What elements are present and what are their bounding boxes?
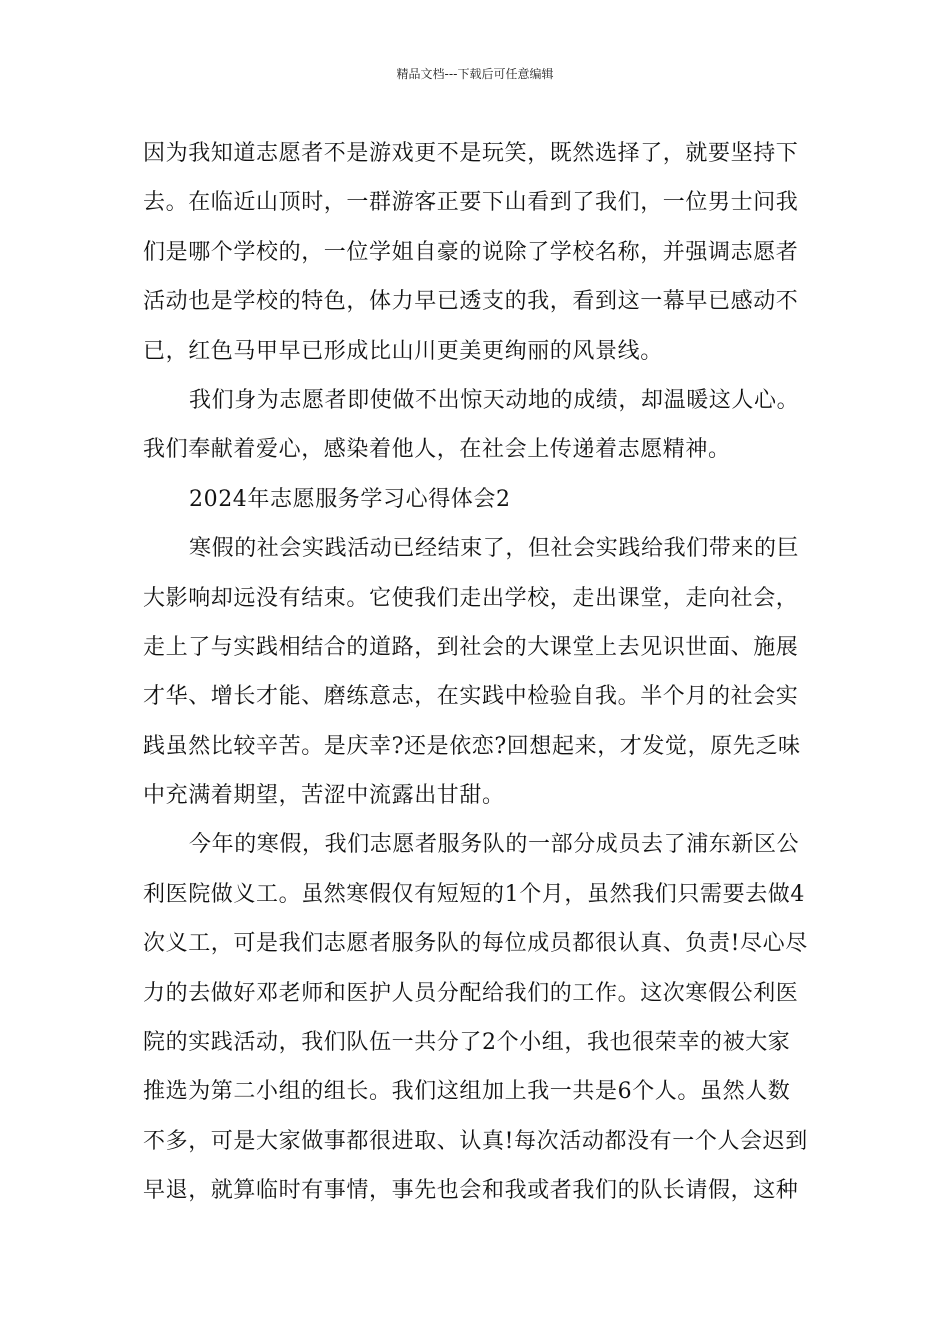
paragraph xyxy=(143,129,807,376)
text-line: 已，红色马甲早已形成比山川更美更绚丽的风景线。 xyxy=(143,338,663,364)
text-line: 次义工，可是我们志愿者服务队的每位成员都很认真、负责!尽心尽 xyxy=(143,931,808,957)
paragraph xyxy=(143,524,807,820)
text-line: 寒假的社会实践活动已经结束了，但社会实践给我们带来的巨 xyxy=(189,536,800,562)
text-line: 践虽然比较辛苦。是庆幸?还是依恋?回想起来，才发觉，原先乏味 xyxy=(143,733,801,759)
text-line: 我们奉献着爱心，感染着他人，在社会上传递着志愿精神。 xyxy=(143,437,731,463)
text-line: 利医院做义工。虽然寒假仅有短短的1个月，虽然我们只需要去做4 xyxy=(143,881,805,907)
paragraph xyxy=(143,376,807,475)
text-line: 们是哪个学校的，一位学姐自豪的说除了学校名称，并强调志愿者 xyxy=(143,239,799,265)
text-line: 我们身为志愿者即使做不出惊天动地的成绩，却温暖这人心。 xyxy=(189,387,800,413)
text-line: 早退，就算临时有事情，事先也会和我或者我们的队长请假，这种 xyxy=(143,1178,799,1204)
document-body xyxy=(143,129,807,1216)
text-line: 中充满着期望，苦涩中流露出甘甜。 xyxy=(143,783,505,809)
text-line: 大影响却远没有结束。它使我们走出学校，走出课堂，走向社会， xyxy=(143,585,799,611)
text-line: 走上了与实践相结合的道路，到社会的大课堂上去见识世面、施展 xyxy=(143,634,799,660)
text-line: 因为我知道志愿者不是游戏更不是玩笑，既然选择了，就要坚持下 xyxy=(143,141,799,166)
paragraph xyxy=(143,820,807,1215)
text-line: 推选为第二小组的组长。我们这组加上我一共是6个人。虽然人数 xyxy=(143,1079,791,1105)
text-line: 才华、增长才能、磨练意志，在实践中检验自我。半个月的社会实 xyxy=(143,684,799,710)
heading-text: 2024年志愿服务学习心得体会2 xyxy=(189,486,511,512)
text-line: 院的实践活动，我们队伍一共分了2个小组，我也很荣幸的被大家 xyxy=(143,1030,791,1056)
text-line: 活动也是学校的特色，体力早已透支的我，看到这一幕早已感动不 xyxy=(143,289,799,315)
section-heading xyxy=(143,475,807,524)
text-line: 今年的寒假，我们志愿者服务队的一部分成员去了浦东新区公 xyxy=(189,832,800,858)
page-header: 精品文档---下载后可任意编辑 xyxy=(396,67,554,81)
text-line: 力的去做好邓老师和医护人员分配给我们的工作。这次寒假公利医 xyxy=(143,980,799,1006)
text-line: 去。在临近山顶时，一群游客正要下山看到了我们，一位男士问我 xyxy=(143,190,799,216)
text-line: 不多，可是大家做事都很进取、认真!每次活动都没有一个人会迟到 xyxy=(143,1128,808,1154)
